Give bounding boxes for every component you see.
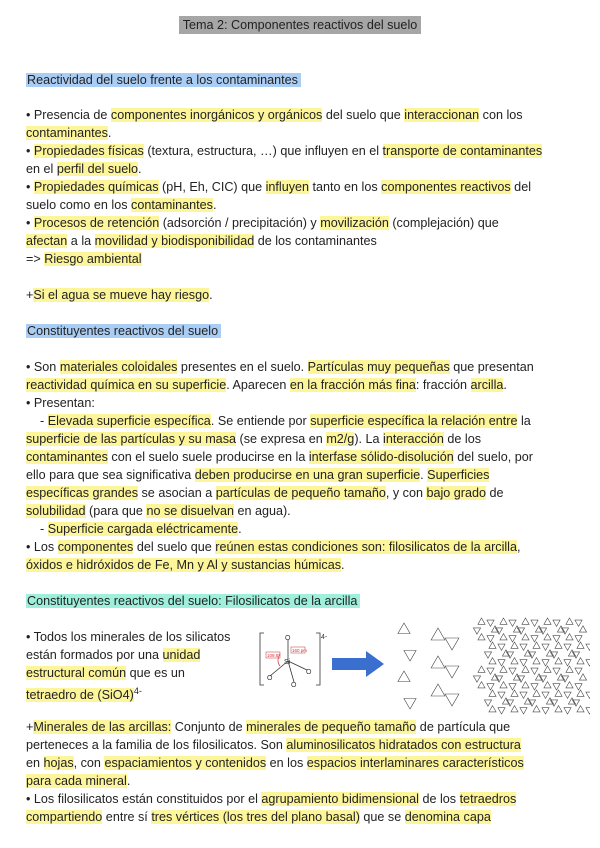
highlighted-text: hojas	[43, 756, 74, 770]
section3-body	[26, 718, 576, 826]
plain-text: ). La	[354, 432, 384, 446]
tetrahedron-mark	[431, 628, 445, 640]
tetrahedron-mark	[511, 658, 518, 664]
text-line	[26, 484, 576, 502]
text-line	[26, 538, 576, 556]
plain-text: del	[510, 180, 531, 194]
angle-label: 109.5º	[267, 653, 280, 658]
plain-text: • Presencia de	[26, 108, 111, 122]
plain-text: suelo como en los	[26, 198, 132, 212]
plain-text: (se expresa en	[236, 432, 327, 446]
highlighted-text: agrupamiento bidimensional	[261, 792, 419, 806]
tetrahedron-mark	[489, 658, 496, 664]
highlighted-text: Partículas muy pequeñas	[307, 360, 450, 374]
tetrahedron-mark	[533, 706, 540, 712]
plain-text: de los contaminantes	[254, 234, 377, 248]
highlighted-text: componentes reactivos	[381, 180, 511, 194]
tetrahedron-mark	[473, 676, 480, 682]
silicate-lattice-figure	[390, 616, 590, 720]
tetrahedron-mark	[577, 690, 584, 696]
text-line	[26, 520, 576, 538]
tetrahedron-mark	[404, 651, 416, 662]
plain-text: con el suelo suele producirse en la	[107, 450, 309, 464]
tetrahedron-mark	[566, 666, 573, 672]
plain-text: de los	[443, 432, 482, 446]
tetrahedron-mark	[577, 658, 584, 664]
tetrahedron-mark	[553, 636, 560, 642]
text-line	[26, 790, 576, 808]
highlighted-text: influyen	[265, 180, 310, 194]
tetrahedron-mark	[533, 690, 540, 696]
tetrahedron-mark	[509, 620, 516, 626]
tetrahedron-mark	[586, 692, 590, 698]
plain-text: .	[138, 162, 142, 176]
plain-text: en agua).	[233, 504, 291, 518]
tetrahedron-mark	[478, 682, 485, 688]
tetrahedron-mark	[509, 684, 516, 690]
tetrahedron-mark	[478, 618, 485, 624]
tetrahedron-mark	[579, 674, 586, 680]
tetrahedron-mark	[531, 684, 538, 690]
plain-text: -	[40, 522, 48, 536]
tetrahedron-mark	[487, 684, 494, 690]
section-heading-constituyentes: Constituyentes reactivos del suelo	[26, 322, 221, 340]
tetrahedron-mark	[511, 690, 518, 696]
text-line	[26, 448, 576, 466]
tetrahedron-mark	[577, 706, 584, 712]
tetrahedron-mark	[564, 692, 571, 698]
text-line	[26, 250, 576, 268]
plain-text: del suelo, por	[453, 450, 533, 464]
tetrahedron-mark	[555, 658, 562, 664]
text-line	[26, 358, 576, 376]
tetrahedron-mark	[431, 684, 445, 696]
highlighted-text: contaminantes	[26, 126, 108, 140]
tetrahedron-mark	[498, 708, 505, 714]
text-line	[26, 412, 576, 430]
plain-text: que se	[359, 810, 405, 824]
plain-text: • Los filosilicatos están constituidos por el	[26, 792, 262, 806]
o-atom-label-bottom: O	[291, 682, 297, 688]
highlighted-text: Procesos de retención	[33, 216, 160, 230]
tetrahedron-mark	[564, 644, 571, 650]
page-title: Tema 2: Componentes reactivos del suelo	[0, 16, 600, 34]
text-line	[26, 196, 576, 214]
highlighted-text: superficie específica la relación entre	[310, 414, 518, 428]
text-line	[26, 430, 576, 448]
plain-text: ,	[516, 540, 521, 554]
text-line	[26, 628, 256, 646]
highlighted-text: interacción	[383, 432, 444, 446]
plain-text: . Aparecen	[226, 378, 290, 392]
tetrahedron-mark	[511, 642, 518, 648]
tetrahedron-mark	[445, 694, 459, 706]
text-line	[26, 232, 576, 250]
tetrahedron-mark	[478, 634, 485, 640]
plain-text: están formados por una	[26, 648, 163, 662]
tetrahedron-mark	[544, 666, 551, 672]
text-line	[26, 556, 576, 574]
arrow-right-icon	[332, 651, 384, 677]
plain-text: en los	[266, 756, 307, 770]
tetrahedron-mark	[575, 620, 582, 626]
tetrahedron-mark	[500, 682, 507, 688]
plain-text: entre sí	[102, 810, 152, 824]
text-line	[26, 682, 256, 703]
highlighted-text: interfase sólido-disolución	[308, 450, 454, 464]
tetrahedron-mark	[520, 660, 527, 666]
highlighted-text: Minerales de las arcillas:	[33, 720, 172, 734]
plain-text: tanto en los	[309, 180, 382, 194]
tetrahedron-mark	[544, 634, 551, 640]
tetrahedron-mark	[555, 690, 562, 696]
highlighted-text: componentes inorgánicos y orgánicos	[110, 108, 323, 122]
tetrahedron-mark	[566, 618, 573, 624]
tetrahedron-mark	[522, 682, 529, 688]
plain-text: en	[26, 756, 44, 770]
highlighted-text: Propiedades físicas	[33, 144, 144, 158]
tetrahedron-mark	[404, 699, 416, 710]
section2-body	[26, 358, 576, 574]
plain-text: Conjunto de	[171, 720, 247, 734]
highlighted-text: Superficie cargada eléctricamente	[47, 522, 239, 536]
highlighted-text: componentes	[57, 540, 134, 554]
highlighted-text: movilidad y biodisponibilidad	[94, 234, 255, 248]
plain-text: • Presentan:	[26, 396, 95, 410]
text-line	[26, 772, 576, 790]
plain-text: +	[26, 288, 34, 302]
highlighted-text: contaminantes	[26, 450, 108, 464]
plain-text: , con	[73, 756, 105, 770]
tetrahedron-mark	[553, 620, 560, 626]
tetrahedron-mark	[520, 692, 527, 698]
plain-text: con los	[479, 108, 523, 122]
tetrahedron-mark	[586, 708, 590, 714]
plain-text: de los	[418, 792, 460, 806]
plain-text: .	[238, 522, 242, 536]
tetrahedron-mark	[398, 671, 410, 682]
plain-text: •	[26, 144, 34, 158]
highlighted-text: reúnen estas condiciones son: filosilicatos de la arcilla	[215, 540, 517, 554]
text-line	[26, 178, 576, 196]
plain-text: •	[26, 216, 34, 230]
tetrahedron-mark	[498, 644, 505, 650]
plain-text: del suelo que	[133, 540, 216, 554]
section1-body	[26, 106, 576, 268]
highlighted-text: específicas grandes	[26, 486, 139, 500]
tetrahedron-mark	[498, 660, 505, 666]
plain-text: (complejación) que	[388, 216, 499, 230]
plain-text: presentes en el suelo.	[177, 360, 308, 374]
tetrahedron-mark	[511, 706, 518, 712]
text-line	[26, 214, 576, 232]
tetrahedron-mark	[533, 642, 540, 648]
highlighted-text: reactividad química en su superficie	[26, 378, 227, 392]
plain-text: (para que	[85, 504, 147, 518]
tetrahedron-mark	[478, 666, 485, 672]
highlighted-text: superficie de las partículas y su masa	[26, 432, 236, 446]
tetrahedron-mark	[553, 668, 560, 674]
tetrahedron-mark	[487, 636, 494, 642]
tetrahedron-mark	[542, 708, 549, 714]
section-heading-reactividad: Reactividad del suelo frente a los contaminantes	[26, 71, 301, 89]
plain-text: -	[40, 414, 48, 428]
tetrahedron-mark	[533, 658, 540, 664]
tetrahedron-mark	[484, 700, 491, 706]
tetrahedron-mark	[575, 668, 582, 674]
highlighted-text: bajo grado	[426, 486, 487, 500]
plain-text: que presentan	[449, 360, 534, 374]
plain-text: a la	[67, 234, 95, 248]
tetrahedron-mark	[544, 682, 551, 688]
plain-text: .	[209, 288, 213, 302]
highlighted-text: interaccionan	[404, 108, 480, 122]
tetrahedron-mark	[531, 668, 538, 674]
plain-text: .	[212, 198, 217, 212]
plain-text: • Todos los minerales de los silicatos	[26, 630, 231, 644]
tetrahedron-mark	[579, 626, 586, 632]
plain-text: de partícula que	[416, 720, 511, 734]
tetrahedron-figure	[258, 630, 330, 688]
tetrahedron-mark	[445, 666, 459, 678]
tetrahedron-mark	[542, 644, 549, 650]
text-line	[26, 664, 256, 682]
plain-text: =>	[26, 252, 45, 266]
tetrahedron-mark	[575, 684, 582, 690]
highlighted-text: Riesgo ambiental	[44, 252, 142, 266]
text-line	[26, 124, 576, 142]
text-line	[26, 142, 576, 160]
highlighted-text: Superficies	[427, 468, 490, 482]
plain-text: . Se entiende por	[210, 414, 311, 428]
highlighted-text: compartiendo	[26, 810, 103, 824]
tetrahedron-mark	[520, 708, 527, 714]
tetrahedron-mark	[555, 642, 562, 648]
tetrahedron-mark	[586, 660, 590, 666]
tetrahedron-mark	[398, 623, 410, 634]
plain-text: ello para que sea significativa	[26, 468, 195, 482]
text-line	[26, 106, 576, 124]
highlighted-text: perfil del suelo	[56, 162, 139, 176]
tetrahedron-mark	[498, 692, 505, 698]
tetrahedron-mark	[489, 706, 496, 712]
tetrahedron-mark	[487, 668, 494, 674]
plain-text: .	[420, 468, 428, 482]
tetrahedron-mark	[564, 660, 571, 666]
highlighted-text: transporte de contaminantes	[382, 144, 543, 158]
plain-text: del suelo que	[322, 108, 405, 122]
text-line	[26, 754, 576, 772]
text-line	[26, 502, 576, 520]
highlighted-text: aluminosilicatos hidratados con estructura	[286, 738, 521, 752]
tetrahedron-mark	[489, 690, 496, 696]
tetrahedron-mark	[473, 628, 480, 634]
highlighted-text: tetraedro de (SiO4)	[26, 688, 134, 703]
tetrahedron-mark	[577, 642, 584, 648]
tetrahedron-mark	[522, 666, 529, 672]
highlighted-text: partículas de pequeño tamaño	[215, 486, 386, 500]
section3-intro	[26, 628, 256, 703]
charge-label: 4-	[321, 634, 328, 641]
highlighted-text: contaminantes	[131, 198, 213, 212]
highlighted-text: Elevada superficie específica	[47, 414, 211, 428]
highlighted-text: para cada mineral	[26, 774, 127, 788]
plain-text: en el	[26, 162, 57, 176]
highlighted-text: solubilidad	[26, 504, 86, 518]
tetrahedron-mark	[484, 652, 491, 658]
text-line	[26, 394, 576, 412]
tetrahedron-mark	[489, 642, 496, 648]
plain-text: que es un	[126, 666, 185, 680]
tetrahedron-mark	[542, 692, 549, 698]
text-line	[26, 376, 576, 394]
text-line	[26, 646, 256, 664]
tetrahedron-mark	[566, 634, 573, 640]
highlighted-text: no se disuelvan	[146, 504, 234, 518]
tetrahedron-mark	[555, 706, 562, 712]
text-line	[26, 808, 576, 826]
plain-text: perteneces a la familia de los filosilicatos. Son	[26, 738, 287, 752]
distance-label: 160 pm	[292, 648, 308, 653]
text-line	[26, 736, 576, 754]
highlighted-text: materiales coloidales	[59, 360, 178, 374]
plain-text: se asocian a	[138, 486, 216, 500]
plain-text: la	[517, 414, 531, 428]
highlighted-text: movilización	[320, 216, 389, 230]
text-line	[26, 718, 576, 736]
highlighted-text: estructural común	[26, 666, 127, 680]
text-line	[26, 160, 576, 178]
plain-text: • Son	[26, 360, 60, 374]
o-atom-label-left: O	[267, 675, 273, 682]
plain-text: (adsorción / precipitación) y	[159, 216, 321, 230]
o-atom-label-top: O	[285, 635, 291, 642]
tetrahedron-mark	[500, 634, 507, 640]
plain-text: : fracción	[415, 378, 471, 392]
highlighted-text: denomina capa	[404, 810, 491, 824]
section1-note	[26, 286, 576, 304]
highlighted-text: espacios interlaminares característicos	[306, 756, 524, 770]
plain-text: (textura, estructura, …) que influyen en el	[143, 144, 383, 158]
plain-text: (pH, Eh, CIC) que	[158, 180, 266, 194]
plain-text: +	[26, 720, 34, 734]
tetrahedron-mark	[487, 620, 494, 626]
plain-text: 4-	[133, 686, 142, 696]
highlighted-text: deben producirse en una gran superficie	[194, 468, 421, 482]
text-line	[26, 466, 576, 484]
tetrahedron-mark	[445, 638, 459, 650]
tetrahedron-mark	[586, 644, 590, 650]
o-atom-label-right: O	[306, 669, 312, 676]
tetrahedron-mark	[544, 618, 551, 624]
plain-text: .	[107, 126, 112, 140]
plain-text: de	[486, 486, 504, 500]
tetrahedron-mark	[553, 684, 560, 690]
section-heading-filosilicatos: Constituyentes reactivos del suelo: Filosilicatos de la arcilla	[26, 592, 360, 610]
tetrahedron-mark	[531, 620, 538, 626]
plain-text: .	[126, 774, 131, 788]
tetrahedron-mark	[500, 666, 507, 672]
tetrahedron-mark	[509, 668, 516, 674]
text-line	[26, 286, 576, 304]
highlighted-text: óxidos e hidróxidos de Fe, Mn y Al y sustancias húmicas	[26, 558, 341, 572]
tetrahedron-mark	[522, 618, 529, 624]
tetrahedron-mark	[564, 708, 571, 714]
plain-text: , y con	[385, 486, 427, 500]
tetrahedron-mark	[431, 656, 445, 668]
si-atom-label: Si	[284, 659, 291, 666]
highlighted-text: unidad	[162, 648, 201, 662]
tetrahedron-mark	[500, 618, 507, 624]
highlighted-text: tetraedros	[459, 792, 517, 806]
highlighted-text: Propiedades químicas	[33, 180, 159, 194]
highlighted-text: en la fracción más fina	[289, 378, 416, 392]
tetrahedron-mark	[531, 636, 538, 642]
highlighted-text: minerales de pequeño tamaño	[246, 720, 417, 734]
highlighted-text: m2/g	[326, 432, 355, 446]
highlighted-text: afectan	[26, 234, 68, 248]
tetrahedron-mark	[520, 644, 527, 650]
plain-text: .	[503, 378, 507, 392]
plain-text: .	[341, 558, 345, 572]
tetrahedron-mark	[542, 660, 549, 666]
plain-text: • Los	[26, 540, 58, 554]
highlighted-text: tres vértices (los tres del plano basal)	[151, 810, 360, 824]
highlighted-text: espaciamientos y contenidos	[104, 756, 267, 770]
highlighted-text: Si el agua se mueve hay riesgo	[33, 288, 210, 302]
highlighted-text: arcilla	[470, 378, 504, 392]
tetrahedron-mark	[509, 636, 516, 642]
plain-text: •	[26, 180, 34, 194]
tetrahedron-mark	[566, 682, 573, 688]
tetrahedron-mark	[522, 634, 529, 640]
tetrahedron-mark	[575, 636, 582, 642]
